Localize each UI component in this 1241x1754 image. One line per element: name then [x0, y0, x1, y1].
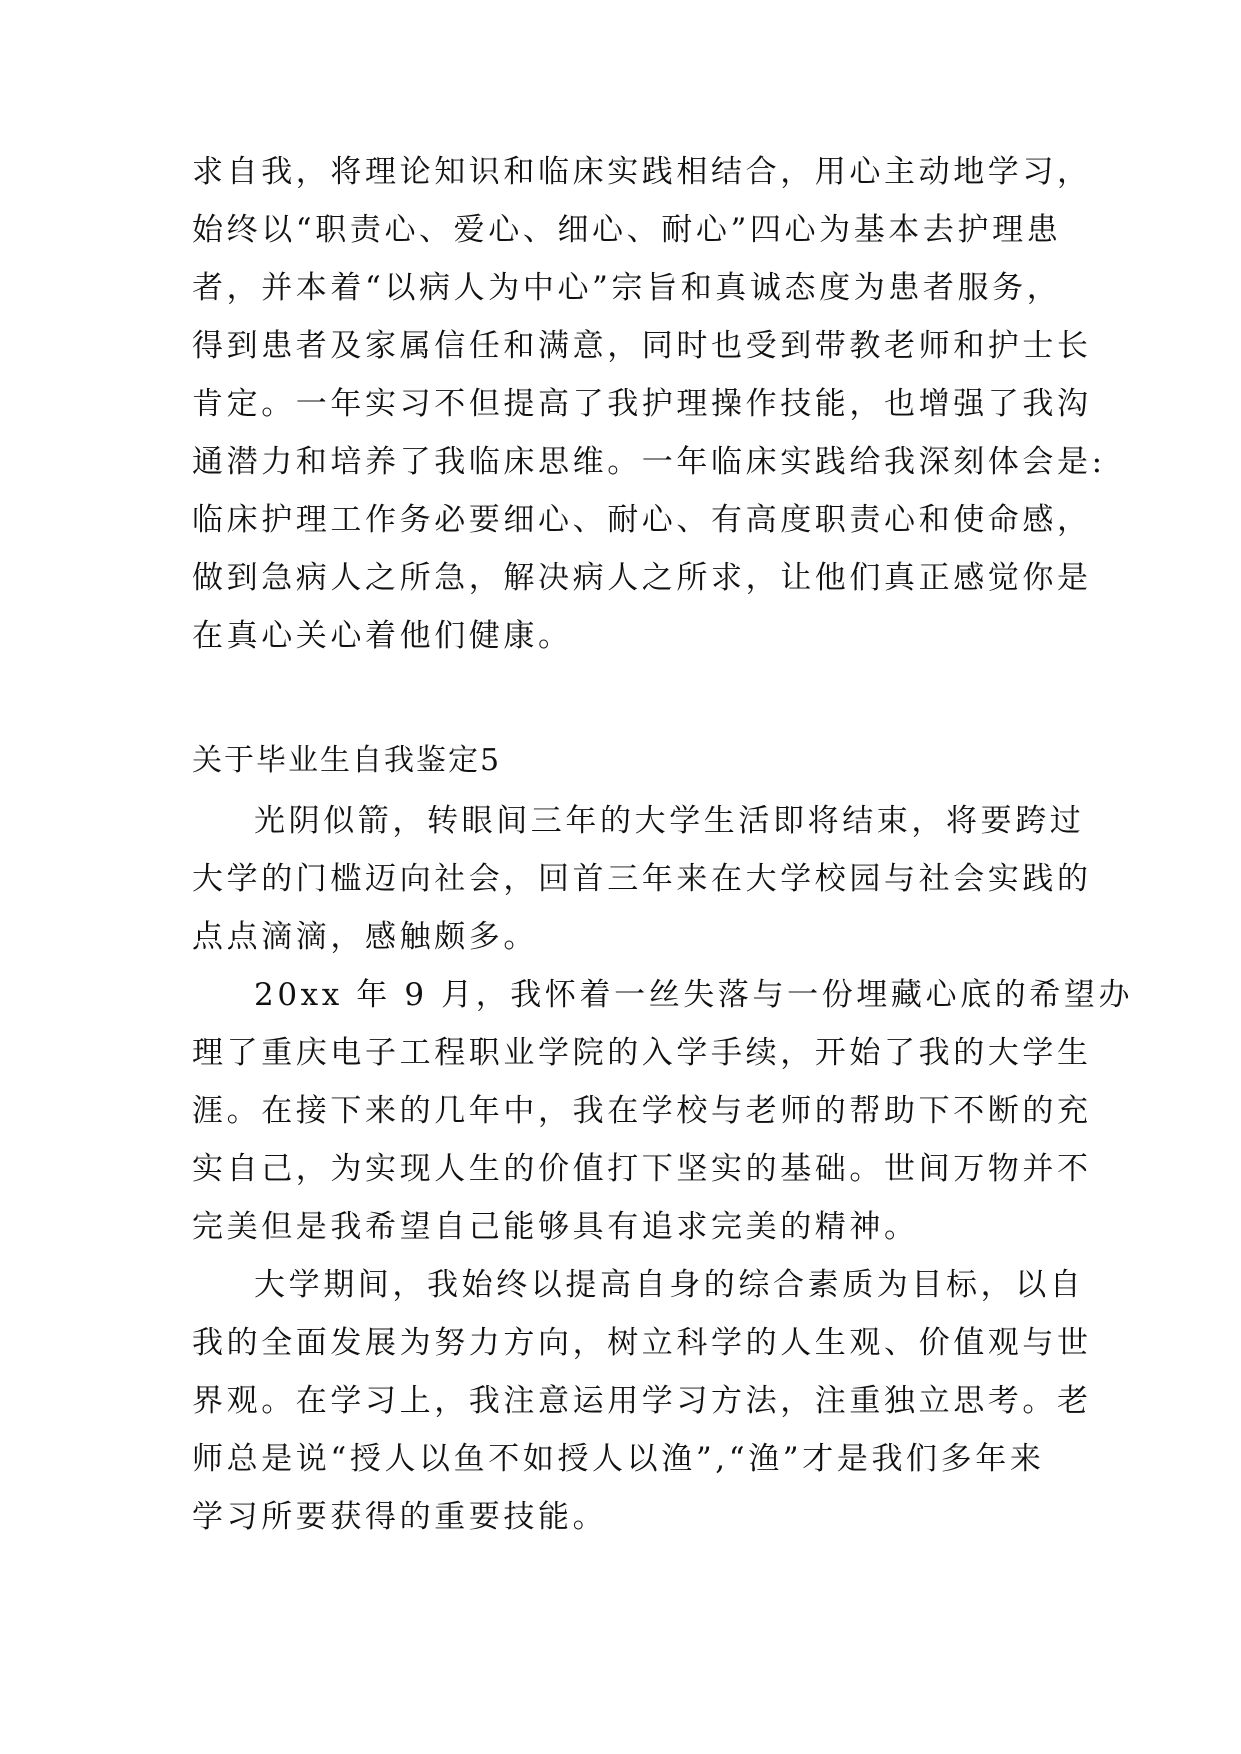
- paragraph-3-line: 涯。在接下来的几年中，我在学校与老师的帮助下不断的充: [192, 1093, 1092, 1129]
- paragraph-1-line: 者，并本着“以病人为中心”宗旨和真诚态度为患者服务，: [192, 270, 1062, 306]
- paragraph-3-line: 完美但是我希望自己能够具有追求完美的精神。: [192, 1209, 919, 1245]
- paragraph-1-line: 始终以“职责心、爱心、细心、耐心”四心为基本去护理患: [192, 212, 1062, 248]
- paragraph-4-line: 界观。在学习上，我注意运用学习方法，注重独立思考。老: [192, 1383, 1092, 1419]
- section-title: 关于毕业生自我鉴定5: [192, 743, 502, 778]
- paragraph-1-line: 临床护理工作务必要细心、耐心、有高度职责心和使命感，: [192, 502, 1092, 538]
- paragraph-1-line: 做到急病人之所急，解决病人之所求，让他们真正感觉你是: [192, 560, 1092, 596]
- paragraph-4-line: 我的全面发展为努力方向，树立科学的人生观、价值观与世: [192, 1325, 1092, 1361]
- paragraph-1-line: 在真心关心着他们健康。: [192, 618, 573, 654]
- paragraph-2-line: 大学的门槛迈向社会，回首三年来在大学校园与社会实践的: [192, 861, 1092, 897]
- paragraph-3-line: 20xx 年 9 月，我怀着一丝失落与一份埋藏心底的希望办: [254, 977, 1134, 1013]
- paragraph-2-line: 光阴似箭，转眼间三年的大学生活即将结束，将要跨过: [254, 803, 1085, 839]
- paragraph-1-line: 通潜力和培养了我临床思维。一年临床实践给我深刻体会是:: [192, 444, 1106, 480]
- paragraph-1-line: 得到患者及家属信任和满意，同时也受到带教老师和护士长: [192, 328, 1092, 364]
- paragraph-4-line: 大学期间，我始终以提高自身的综合素质为目标，以自: [254, 1267, 1085, 1303]
- paragraph-1-line: 求自我，将理论知识和临床实践相结合，用心主动地学习，: [192, 154, 1092, 190]
- paragraph-3-line: 实自己，为实现人生的价值打下坚实的基础。世间万物并不: [192, 1151, 1092, 1187]
- paragraph-3-line: 理了重庆电子工程职业学院的入学手续，开始了我的大学生: [192, 1035, 1092, 1071]
- paragraph-4-line: 学习所要获得的重要技能。: [192, 1499, 608, 1535]
- paragraph-1-line: 肯定。一年实习不但提高了我护理操作技能，也增强了我沟: [192, 386, 1092, 422]
- paragraph-4-line: 师总是说“授人以鱼不如授人以渔”,“渔”才是我们多年来: [192, 1441, 1045, 1477]
- paragraph-2-line: 点点滴滴，感触颇多。: [192, 919, 538, 955]
